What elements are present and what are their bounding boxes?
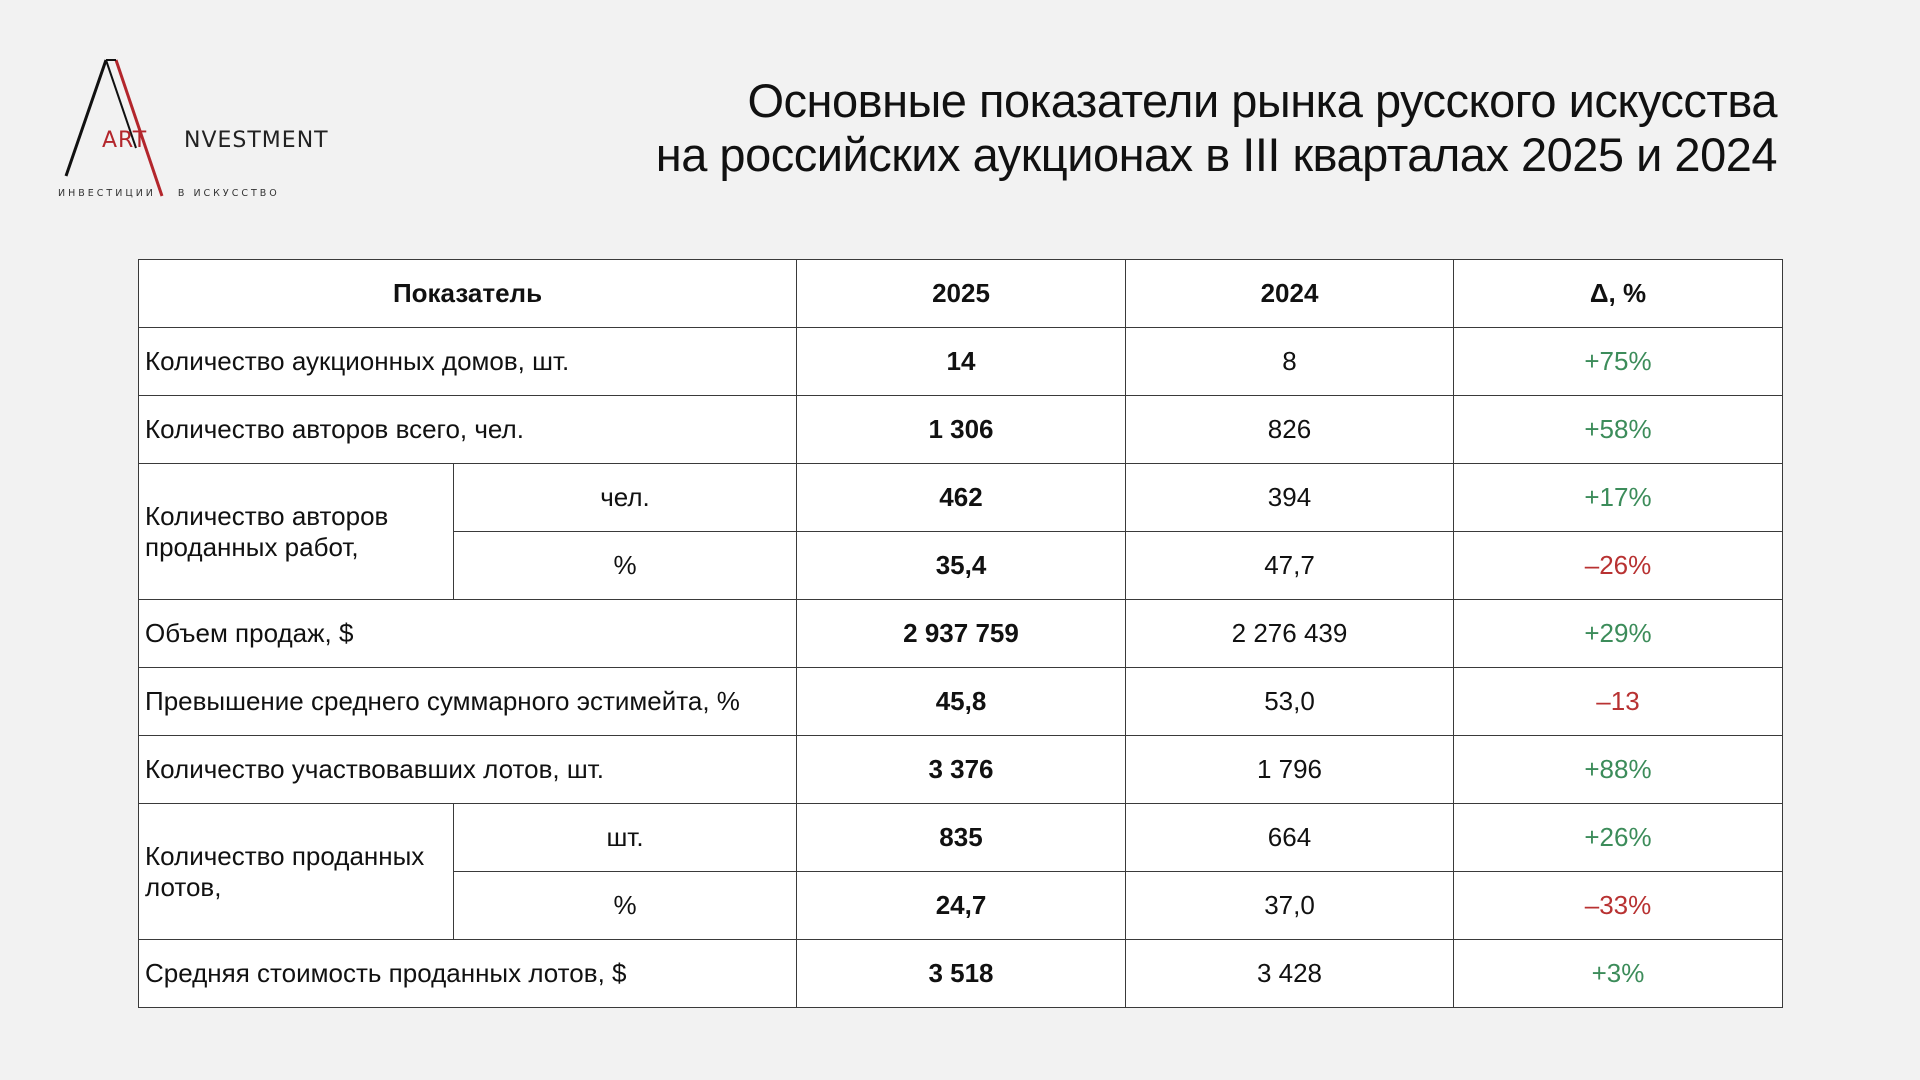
- row-unit: %: [454, 532, 797, 600]
- page-title-line2: на российских аукционах в III кварталах 2025 и 2024: [655, 128, 1777, 181]
- value-2024: 394: [1126, 464, 1454, 532]
- table-row: [139, 464, 1783, 532]
- delta-value: +75%: [1454, 328, 1783, 396]
- delta-value: –26%: [1454, 532, 1783, 600]
- value-2025: 35,4: [797, 532, 1126, 600]
- row-label: Объем продаж, $: [139, 600, 797, 668]
- value-2025: 3 376: [797, 736, 1126, 804]
- value-2024: 826: [1126, 396, 1454, 464]
- delta-value: +3%: [1454, 940, 1783, 1008]
- page-title: [656, 74, 1777, 182]
- delta-value: +58%: [1454, 396, 1783, 464]
- logo-tagline-a: ИНВЕСТИЦИИ: [58, 188, 156, 199]
- row-group-label: Количество авторов проданных работ,: [139, 464, 454, 600]
- logo-tagline-b: В ИСКУССТВО: [177, 188, 280, 199]
- row-label: Количество авторов всего, чел.: [139, 396, 797, 464]
- page-title-line1: Основные показатели рынка русского искусства: [747, 74, 1777, 127]
- header-delta: Δ, %: [1454, 260, 1783, 328]
- header-indicator: Показатель: [139, 260, 797, 328]
- value-2024: 2 276 439: [1126, 600, 1454, 668]
- header-2024: 2024: [1126, 260, 1454, 328]
- logo-tagline: [58, 188, 280, 199]
- value-2025: 14: [797, 328, 1126, 396]
- delta-value: –13: [1454, 668, 1783, 736]
- value-2025: 1 306: [797, 396, 1126, 464]
- row-unit: %: [454, 872, 797, 940]
- delta-value: –33%: [1454, 872, 1783, 940]
- table-header-row: [139, 260, 1783, 328]
- metrics-table: [138, 259, 1783, 1008]
- delta-value: +29%: [1454, 600, 1783, 668]
- delta-value: +88%: [1454, 736, 1783, 804]
- value-2024: 664: [1126, 804, 1454, 872]
- header-2025: 2025: [797, 260, 1126, 328]
- table-row: [139, 396, 1783, 464]
- delta-value: +26%: [1454, 804, 1783, 872]
- row-label: Количество аукционных домов, шт.: [139, 328, 797, 396]
- row-label: Превышение среднего суммарного эстимейта, %: [139, 668, 797, 736]
- row-unit: шт.: [454, 804, 797, 872]
- value-2025: 24,7: [797, 872, 1126, 940]
- logo-art-text: ART: [102, 128, 148, 153]
- art-investment-logo: [58, 56, 328, 206]
- value-2024: 37,0: [1126, 872, 1454, 940]
- value-2024: 47,7: [1126, 532, 1454, 600]
- value-2024: 1 796: [1126, 736, 1454, 804]
- value-2024: 8: [1126, 328, 1454, 396]
- value-2025: 835: [797, 804, 1126, 872]
- table-row: [139, 328, 1783, 396]
- value-2025: 3 518: [797, 940, 1126, 1008]
- value-2024: 53,0: [1126, 668, 1454, 736]
- logo-investment-text: NVESTMENT: [184, 128, 329, 153]
- row-unit: чел.: [454, 464, 797, 532]
- value-2025: 45,8: [797, 668, 1126, 736]
- row-label: Количество участвовавших лотов, шт.: [139, 736, 797, 804]
- value-2025: 2 937 759: [797, 600, 1126, 668]
- table-row: [139, 736, 1783, 804]
- row-group-label: Количество проданных лотов,: [139, 804, 454, 940]
- row-label: Средняя стоимость проданных лотов, $: [139, 940, 797, 1008]
- value-2025: 462: [797, 464, 1126, 532]
- table-row: [139, 668, 1783, 736]
- table-row: [139, 940, 1783, 1008]
- delta-value: +17%: [1454, 464, 1783, 532]
- table-row: [139, 600, 1783, 668]
- value-2024: 3 428: [1126, 940, 1454, 1008]
- table-row: [139, 804, 1783, 872]
